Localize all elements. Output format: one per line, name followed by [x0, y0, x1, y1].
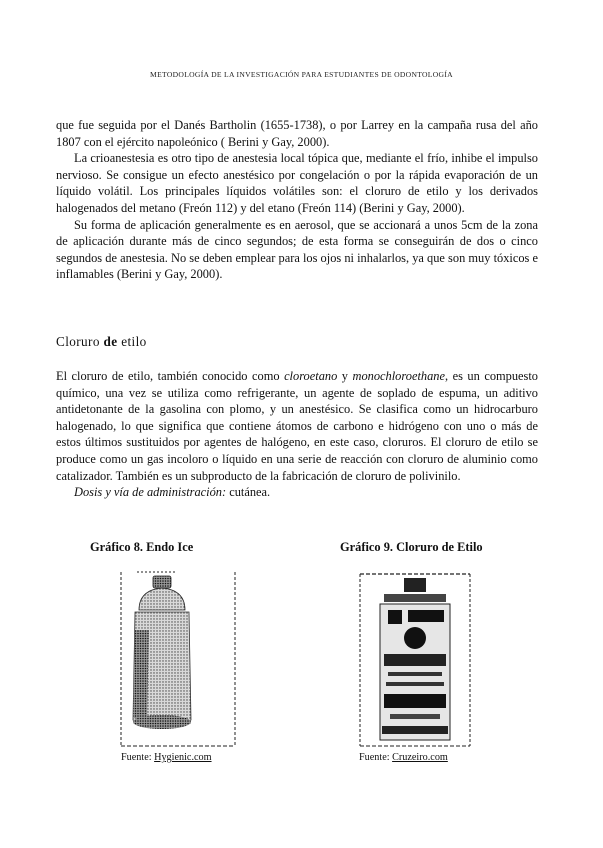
source-link-hygienic[interactable]: Hygienic.com — [154, 752, 212, 763]
source-label: Fuente: — [359, 752, 393, 763]
section-heading — [56, 334, 147, 350]
source-label: Fuente: — [121, 752, 155, 763]
bottle-icon — [358, 570, 472, 748]
text-run: , es un compuesto químico, una vez se utiliza como refrigerante, un agente de soplado de espuma, un aditivo antidetonante de la gasolina con plomo, y un anestésico. Se clasifica como un hidrocarburo halogenado, lo que significa que contiene átomos de carbono e hidrógeno con uno o más de estos últimos sustituidos por agentes de halógeno, en este caso, cloruros. El cloruro de etilo se produce como un gas incoloro o líquido en una serie de reacción con cloruro de aluminio como catalizador. También es un subproducto de la fabricación de cloruro de polivinilo. — [56, 369, 538, 483]
text-run: El cloruro de etilo, también conocido como — [56, 369, 285, 383]
paragraph: Su forma de aplicación generalmente es en aerosol, que se accionará a unos 5cm de la zona de aplicación durante más de cinco segundos; de esta forma se conseguirán de dos o cinco segundos de anestesia. No se deben emplear para los ojos ni inhalarlos, ya que son muy tóxicos e inflamables (Berini y Gay, 2000). — [56, 217, 538, 282]
spray-can-icon — [117, 570, 239, 748]
dose-label: Dosis y vía de administración: — [74, 485, 227, 500]
paragraph — [56, 368, 538, 484]
ethyl-chloride-text-block — [56, 368, 538, 501]
figure-8-source — [121, 752, 212, 763]
figure-9-image — [358, 570, 472, 748]
paragraph — [56, 484, 538, 501]
running-header: METODOLOGÍA DE LA INVESTIGACIÓN PARA ESTUDIANTES DE ODONTOLOGÍA — [150, 70, 453, 79]
dose-value: cutánea. — [226, 485, 271, 500]
figure-9-title: Gráfico 9. Cloruro de Etilo — [340, 540, 483, 554]
section-heading-part: Cloruro — [56, 334, 104, 349]
source-link-cruzeiro[interactable]: Cruzeiro.com — [392, 752, 448, 763]
paragraph: La crioanestesia es otro tipo de anestesia local tópica que, mediante el frío, inhibe el impulso nervioso. Se consigue un efecto anestésico por congelación o por la rápida evaporación de un líquido volátil. Los principales líquidos volátiles son: el cloruro de etilo y los derivados halogenados del metano (Freón 112) y del etano (Freón 114) (Berini y Gay, 2000). — [56, 151, 538, 215]
figure-8-title: Gráfico 8. Endo Ice — [90, 540, 194, 554]
intro-text-block — [56, 117, 538, 283]
figure-8-image — [117, 570, 239, 748]
paragraph: que fue seguida por el Danés Bartholin (1655-1738), o por Larrey en la campaña rusa del año 1807 con el ejército napoleónico ( Berini y Gay, 2000). — [56, 118, 538, 149]
text-run: y — [337, 369, 353, 383]
figure-9-source — [359, 752, 448, 763]
term-cloroetano: cloroetano — [284, 369, 338, 383]
section-heading-bold: de — [103, 334, 118, 349]
term-monochloroethane: monochloroethane — [352, 369, 445, 383]
section-heading-part: etilo — [117, 334, 147, 349]
